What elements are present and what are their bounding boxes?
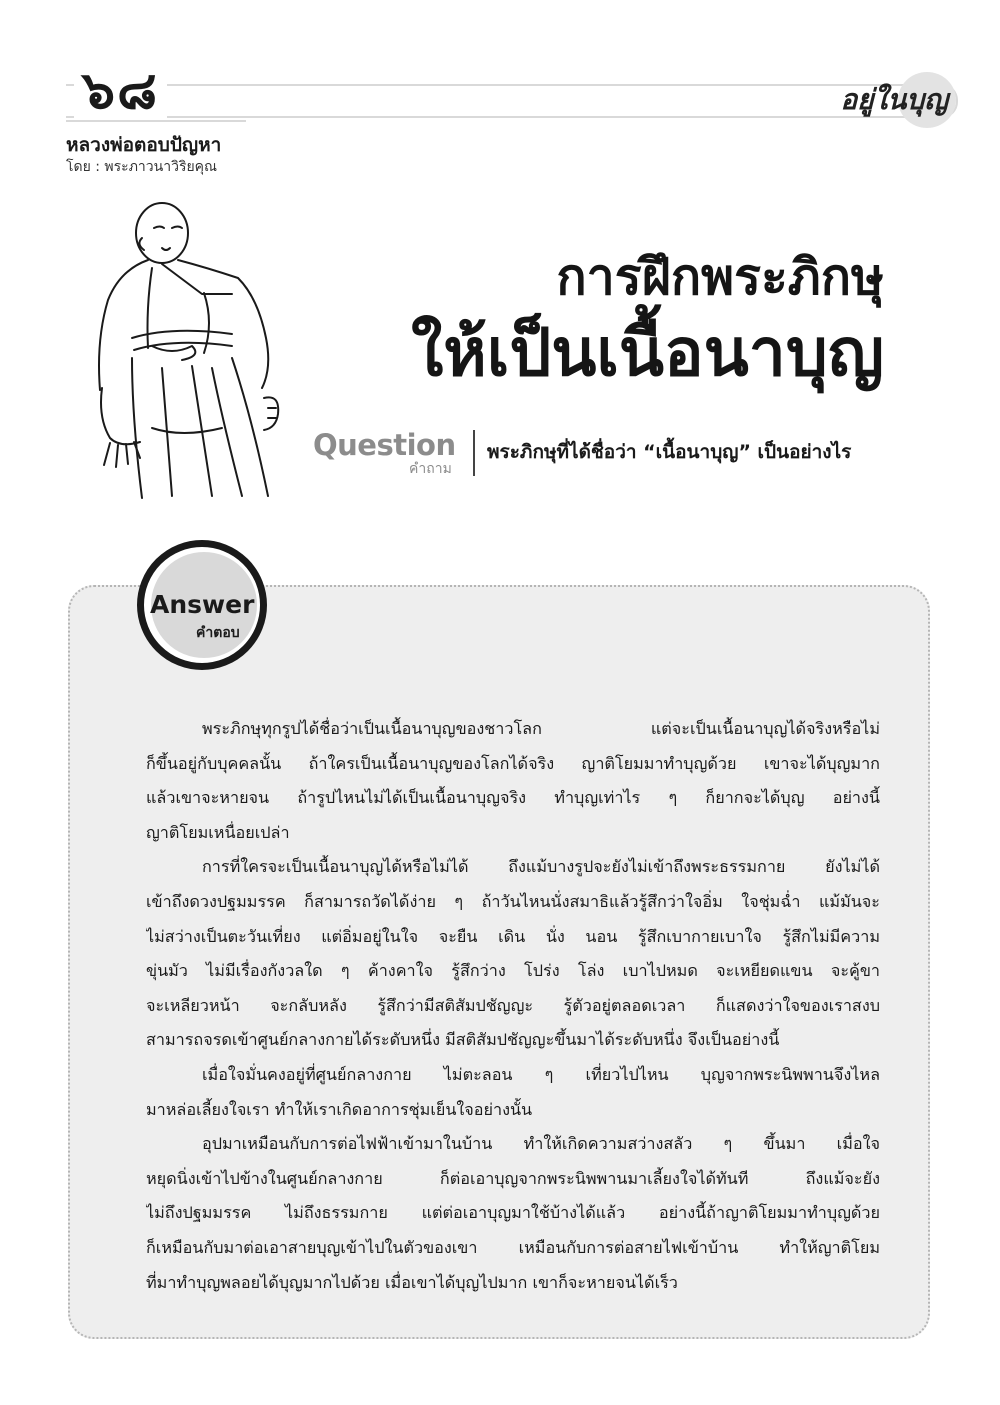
answer-line: ไม่สว่างเป็นตะวันเที่ยง แต่อิ่มอยู่ในใจ จะยืน เดิน นั่ง นอน รู้สึกเบากายเบาใจ รู้สึกไม่มีความ [146, 926, 880, 946]
question-label: Question [313, 428, 456, 462]
answer-line: แล้วเขาจะหายจน ถ้ารูปไหนไม่ได้เป็นเนื้อนาบุญจริง ทำบุญเท่าไร ๆ ก็ยากจะได้บุญ อย่างนี้ [146, 788, 880, 808]
answer-line: พระภิกษุทุกรูปได้ชื่อว่าเป็นเนื้อนาบุญของชาวโลก แต่จะเป็นเนื้อนาบุญได้จริงหรือไม่ [202, 719, 880, 738]
question-text: พระภิกษุที่ได้ชื่อว่า “เนื้อนาบุญ” เป็นอย่างไร [487, 441, 852, 463]
answer-line: ที่มาทำบุญพลอยได้บุญมากไปด้วย เมื่อเขาได้บุญไปมาก เขาก็จะหายจนได้เร็ว [146, 1272, 678, 1292]
answer-line: ก็เหมือนกับมาต่อเอาสายบุญเข้าไปในตัวของเขา เหมือนกับการต่อสายไฟเข้าบ้าน ทำให้ญาติโยม [146, 1237, 880, 1257]
page-number: ๖๘ [74, 62, 167, 120]
column-title: หลวงพ่อตอบปัญหา [66, 134, 222, 156]
answer-line: สามารถจรดเข้าศูนย์กลางกายได้ระดับหนึ่ง มีสติสัมปชัญญะขึ้นมาได้ระดับหนึ่ง จึงเป็นอย่างนี้ [146, 1030, 780, 1050]
article-title-line-2: ให้เป็นเนื้อนาบุญ [411, 314, 884, 391]
author-line: โดย : พระภาวนาวิริยคุณ [66, 159, 218, 175]
answer-body [146, 712, 880, 1300]
monk-illustration [92, 198, 292, 500]
answer-line: มาหล่อเลี้ยงใจเรา ทำให้เราเกิดอาการชุ่มเย็นใจอย่างนั้น [146, 1099, 533, 1119]
answer-line: ขุ่นมัว ไม่มีเรื่องกังวลใด ๆ ค้างคาใจ รู้สึกว่าง โปร่ง โล่ง เบาไปหมด จะเหยียดแขน จะคู้ขา [146, 961, 880, 981]
brand-badge [836, 70, 956, 130]
question-divider [473, 430, 475, 476]
question-sublabel: คำถาม [409, 461, 452, 477]
answer-line: อุปมาเหมือนกับการต่อไฟฟ้าเข้ามาในบ้าน ทำให้เกิดความสว่างสลัว ๆ ขึ้นมา เมื่อใจ [202, 1134, 880, 1154]
answer-line: จะเหลียวหน้า จะกลับหลัง รู้สึกว่ามีสติสัมปชัญญะ รู้ตัวอยู่ตลอดเวลา ก็แสดงว่าใจของเราสงบ [146, 995, 880, 1015]
article-title-line-1: การฝึกพระภิกษุ [556, 248, 884, 306]
answer-line: ไม่ถึงปฐมมรรค ไม่ถึงธรรมกาย แต่ต่อเอาบุญมาใช้บ้างได้แล้ว อย่างนี้ถ้าญาติโยมมาทำบุญด้วย [146, 1203, 880, 1223]
answer-line: ก็ขึ้นอยู่กับบุคคลนั้น ถ้าใครเป็นเนื้อนาบุญของโลกได้จริง ญาติโยมมาทำบุญด้วย เขาจะได้บุญมาก [146, 753, 880, 773]
answer-line: หยุดนิ่งเข้าไปข้างในศูนย์กลางกาย ก็ต่อเอาบุญจากพระนิพพานมาเลี้ยงใจได้ทันที ถึงแม้จะยัง [146, 1168, 880, 1188]
answer-line: ญาติโยมเหนื่อยเปล่า [146, 822, 290, 842]
header-bar [66, 84, 958, 118]
answer-sublabel: คำตอบ [196, 625, 240, 641]
answer-line: เมื่อใจมั่นคงอยู่ที่ศูนย์กลางกาย ไม่ตะลอน ๆ เที่ยวไปไหน บุญจากพระนิพพานจึงไหล [202, 1064, 880, 1084]
answer-label: Answer [150, 590, 255, 619]
brand-logo-text: อยู่ในบุญ [840, 83, 948, 116]
answer-line: เข้าถึงดวงปฐมมรรค ก็สามารถวัดได้ง่าย ๆ ถ้าวันไหนนั่งสมาธิแล้วรู้สึกว่าใจอิ่ม ใจชุ่มฉ่ำ แม้มันจะ [146, 891, 880, 911]
answer-line: การที่ใครจะเป็นเนื้อนาบุญได้หรือไม่ได้ ถึงแม้บางรูปจะยังไม่เข้าถึงพระธรรมกาย ยังไม่ได้ [202, 857, 880, 877]
